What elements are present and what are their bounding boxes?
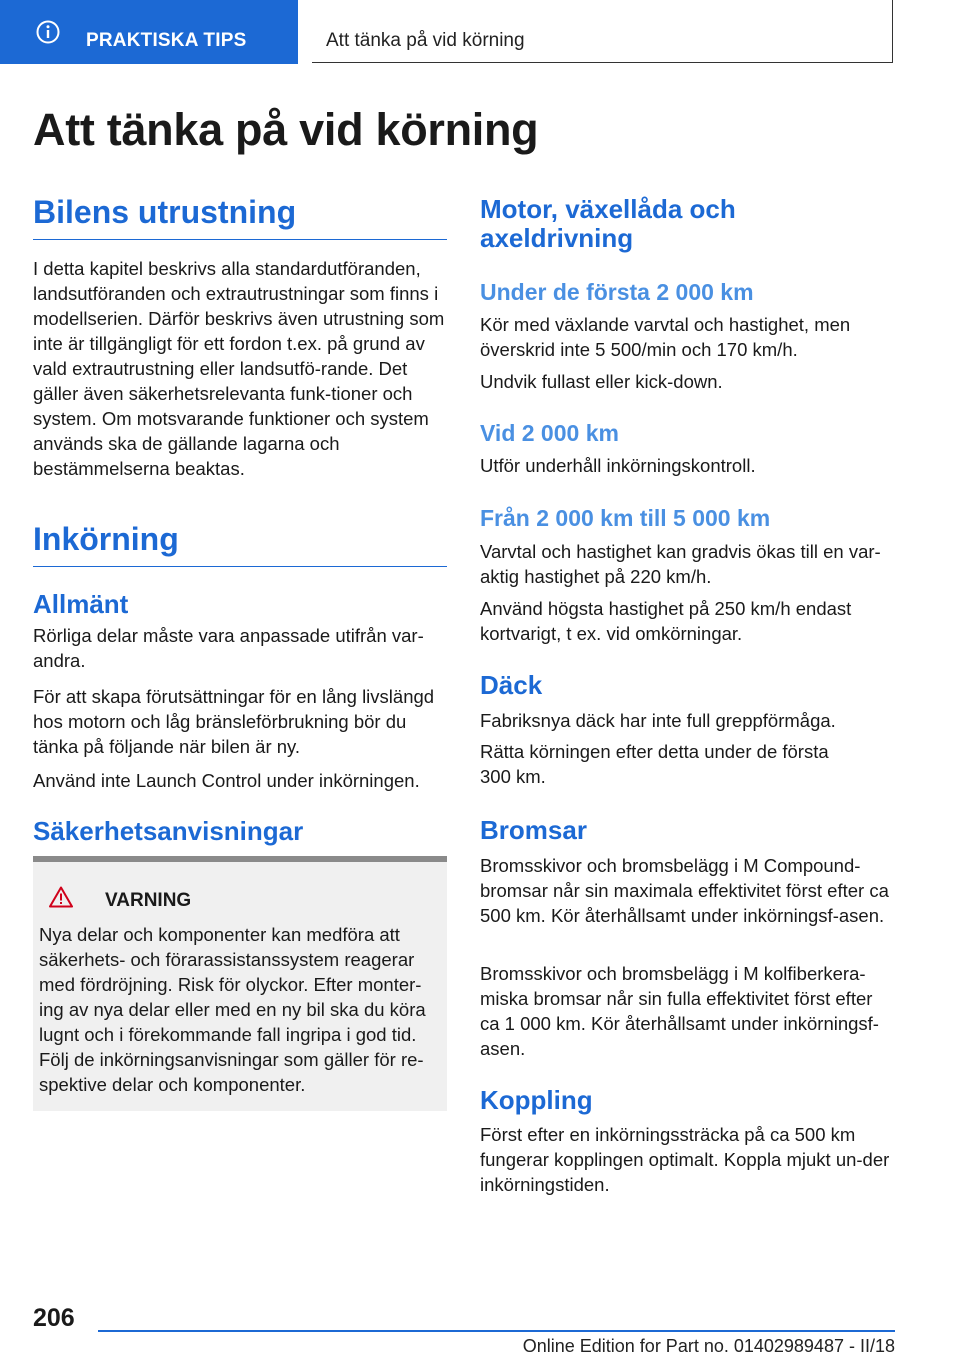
- warning-text: Nya delar och komponenter kan medföra att säkerhets- och förarassistanssystem reagerar med fördröjning. Risk för olyckor. Efter monter-ing av nya delar eller med en ny bil ska du köra lugnt och i förekommande fall ingripa i god tid. Följ de inkörningsanvisningar som gäller för re-spektive delar och komponenter.: [39, 924, 426, 1095]
- clutch-paragraph: Först efter en inkörningssträcka på ca 500 km fungerar kopplingen optimalt. Koppla mjukt un-der inkörningstiden.: [480, 1124, 890, 1195]
- range-heading: Från 2 000 km till 5 000 km: [480, 505, 771, 531]
- general-paragraph-3: Använd inte Launch Control under inkörningen.: [33, 770, 420, 791]
- tires-heading: Däck: [480, 670, 543, 700]
- general-paragraph-2: För att skapa förutsättningar för en lång livslängd hos motorn och låg bränsleförbrukning bör du tänka på följande när bilen är ny.: [33, 686, 435, 757]
- page-number: 206: [33, 1304, 75, 1332]
- at-km-paragraph: Utför underhåll inkörningskontroll.: [480, 455, 756, 476]
- page-title: Att tänka på vid körning: [33, 104, 539, 155]
- section-tab-label: PRAKTISKA TIPS: [86, 30, 247, 51]
- range-paragraph-1: Varvtal och hastighet kan gradvis ökas till en var-aktig hastighet på 220 km/h.: [480, 541, 881, 587]
- warning-title: VARNING: [105, 890, 192, 911]
- info-icon: [36, 20, 60, 44]
- section-tab[interactable]: [0, 0, 298, 64]
- first-km-heading: Under de första 2 000 km: [480, 279, 754, 305]
- brakes-paragraph-2: Bromsskivor och bromsbelägg i M kolfiberkera-miska bromsar når sin fulla effektivitet först efter ca 1 000 km. Kör återhållsamt under inkörningsf-asen.: [480, 963, 879, 1059]
- brakes-heading: Bromsar: [480, 815, 587, 845]
- brakes-paragraph-1: Bromsskivor och bromsbelägg i M Compound-bromsar når sin maximala effektivitet först efter ca 500 km. Kör återhållsamt under inkörningsf-asen.: [480, 855, 889, 926]
- breakin-heading: Inkörning: [33, 521, 447, 567]
- footer-divider: [98, 1330, 895, 1332]
- first-km-paragraph-1: Kör med växlande varvtal och hastighet, men överskrid inte 5 500/min och 170 km/h.: [480, 314, 851, 360]
- equipment-heading: Bilens utrustning: [33, 194, 447, 240]
- topic-tab-label: Att tänka på vid körning: [326, 30, 525, 51]
- first-km-paragraph-2: Undvik fullast eller kick-down.: [480, 371, 723, 392]
- range-paragraph-2: Använd högsta hastighet på 250 km/h endast kortvarigt, t ex. vid omkörningar.: [480, 598, 852, 644]
- tires-paragraph-2: Rätta körningen efter detta under de första 300 km.: [480, 741, 829, 787]
- clutch-heading: Koppling: [480, 1085, 593, 1115]
- safety-heading: Säkerhetsanvisningar: [33, 816, 304, 846]
- topic-tab[interactable]: [312, 0, 893, 63]
- tires-paragraph-1: Fabriksnya däck har inte full greppförmåga.: [480, 710, 836, 731]
- equipment-text: I detta kapitel beskrivs alla standardutföranden, landsutföranden och extrautrustningar som finns i modellserien. Därför beskrivs även utrustning som inte är tillgängligt för ett fordon t.ex. på grund av vald extrautrustning eller landsutfö-rande. Det gäller även säkerhetsrelevanta funk-tioner och system. Om motsvarande funktioner och system används ska de gällande lagarna och bestämmelserna beaktas.: [33, 258, 445, 479]
- warning-triangle-icon: [49, 886, 73, 908]
- at-km-heading: Vid 2 000 km: [480, 420, 619, 446]
- general-heading: Allmänt: [33, 589, 129, 619]
- warning-box: [33, 856, 447, 1111]
- engine-heading: Motor, växellåda och axeldrivning: [480, 194, 736, 253]
- edition-text: Online Edition for Part no. 01402989487 - II/18: [522, 1336, 895, 1356]
- general-paragraph-1: Rörliga delar måste vara anpassade utifrån var-andra.: [33, 625, 424, 671]
